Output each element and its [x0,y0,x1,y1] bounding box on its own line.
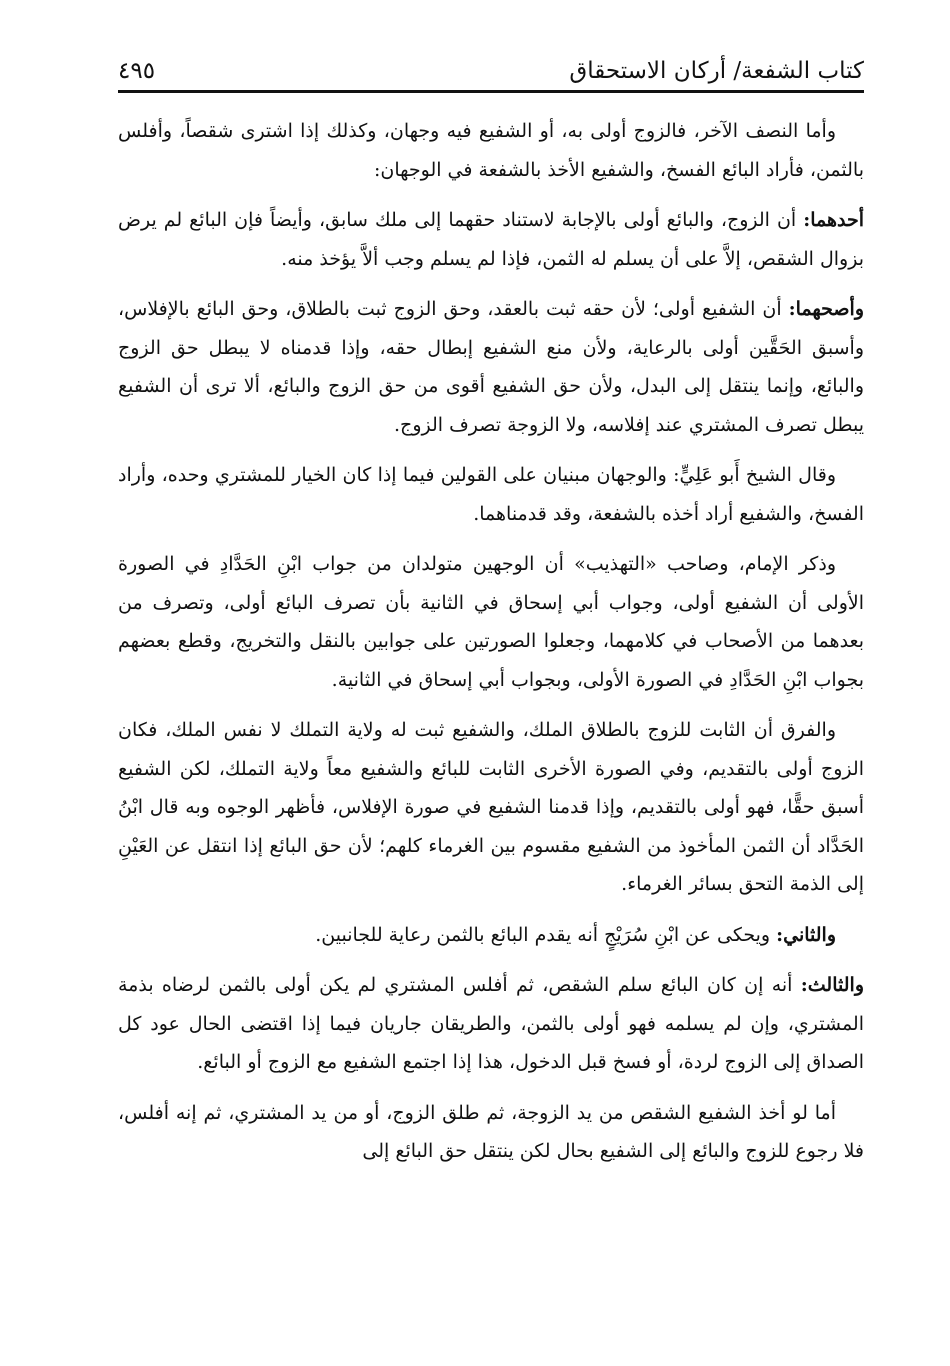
page-header [118,56,864,90]
paragraph [118,456,864,533]
body-text [118,112,864,1183]
paragraph-text: وأما النصف الآخر، فالزوج أولى به، أو الشفيع فيه وجهان، وكذلك إذا اشترى شقصاً، وأفلس بالثمن، فأراد البائع الفسخ، والشفيع الأخذ بالشفعة في الوجهان: [118,120,864,181]
paragraph-text: وذكر الإمام، وصاحب «التهذيب» أن الوجهين متولدان من جواب ابْنِ الحَدَّادِ في الصورة الأولى أن الشفيع أولى، وجواب أبي إسحاق في الثانية بأن تصرف البائع أولى، وتصرف من بعدهما من الأصحاب في كلامهما، وجعلوا الصورتين على جوابين بالنقل والتخريج، وقطع بعضهم بجواب ابْنِ الحَدَّادِ في الصورة الأولى، وبجواب أبي إسحاق في الثانية. [118,553,864,691]
paragraph [118,916,864,955]
paragraph-text: أما لو أخذ الشفيع الشقص من يد الزوجة، ثم طلق الزوج، أو من يد المشتري، ثم إنه أفلس، فلا رجوع للزوج والبائع إلى الشفيع بحال لكن ينتقل حق البائع إلى [118,1101,864,1162]
paragraph [118,545,864,699]
page-number: ٤٩٥ [118,58,156,84]
paragraph [118,112,864,189]
paragraph-lead: والثالث: [800,974,864,996]
running-title: كتاب الشفعة/ أركان الاستحقاق [569,58,864,84]
paragraph [118,201,864,278]
paragraph [118,290,864,444]
paragraph [118,711,864,904]
paragraph-text: أنه إن كان البائع سلم الشقص، ثم أفلس المشتري لم يكن أولى بالثمن لرضاه بذمة المشتري، وإن لم يسلمه فهو أولى بالثمن، والطريقان جاريان فيما إذا اقتضى الحال عود كل الصداق إلى الزوج لردة، أو فسخ قبل الدخول، هذا إذا اجتمع الشفيع مع الزوج أو البائع. [118,974,864,1073]
paragraph-text: وقال الشيخ أَبو عَلِيٍّ: والوجهان مبنيان على القولين فيما إذا كان الخيار للمشتري وحده، وأراد الفسخ، والشفيع أراد أخذه بالشفعة، وقد قدمناهما. [118,464,864,525]
paragraph-text: ويحكى عن ابْنِ سُرَيْجٍ أنه يقدم البائع بالثمن رعاية للجانبين. [315,923,777,946]
paragraph-lead: أحدهما: [803,209,864,231]
paragraph [118,1094,864,1171]
paragraph-text: أن الشفيع أولى؛ لأن حقه ثبت بالعقد، وحق الزوج ثبت بالطلاق، وحق البائع بالإفلاس، وأسبق الحَقَّين أولى بالرعاية، ولأن منع الشفيع إبطال حقه، وإذا قدمناه لا يبطل حق الزوج والبائع، وإنما ينتقل إلى البدل، ولأن حق الشفيع أقوى من حق الزوج والبائع، ألا ترى أن الشفيع يبطل تصرف المشتري عند إفلاسه، ولا الزوجة تصرف الزوج. [118,298,864,436]
paragraph-text: والفرق أن الثابت للزوج بالطلاق الملك، والشفيع ثبت له ولاية التملك لا نفس الملك، فكان الزوج أولى بالتقديم، وفي الصورة الأخرى الثابت للبائع والشفيع معاً ولاية التملك، لكن الشفيع أسبق حقًّا، فهو أولى بالتقديم، وإذا قدمنا الشفيع في صورة الإفلاس، فأظهر الوجوه وبه قال ابْنُ الحَدَّاد أن الثمن المأخوذ من الشفيع مقسوم بين الغرماء كلهم؛ لأن حق البائع إذا انتقل عن العَيْنِ إلى الذمة التحق بسائر الغرماء. [118,719,864,895]
paragraph [118,966,864,1082]
paragraph-lead: والثاني: [776,923,836,946]
paragraph-text: أن الزوج، والبائع أولى بالإجابة لاستناد حقهما إلى ملك سابق، وأيضاً فإن البائع لم يرض بزوال الشقص، إلاَّ على أن يسلم له الثمن، فإذا لم يسلم وجب ألاَّ يؤخذ منه. [118,209,864,270]
header-rule [118,90,864,93]
paragraph-lead: وأصحهما: [788,298,864,320]
